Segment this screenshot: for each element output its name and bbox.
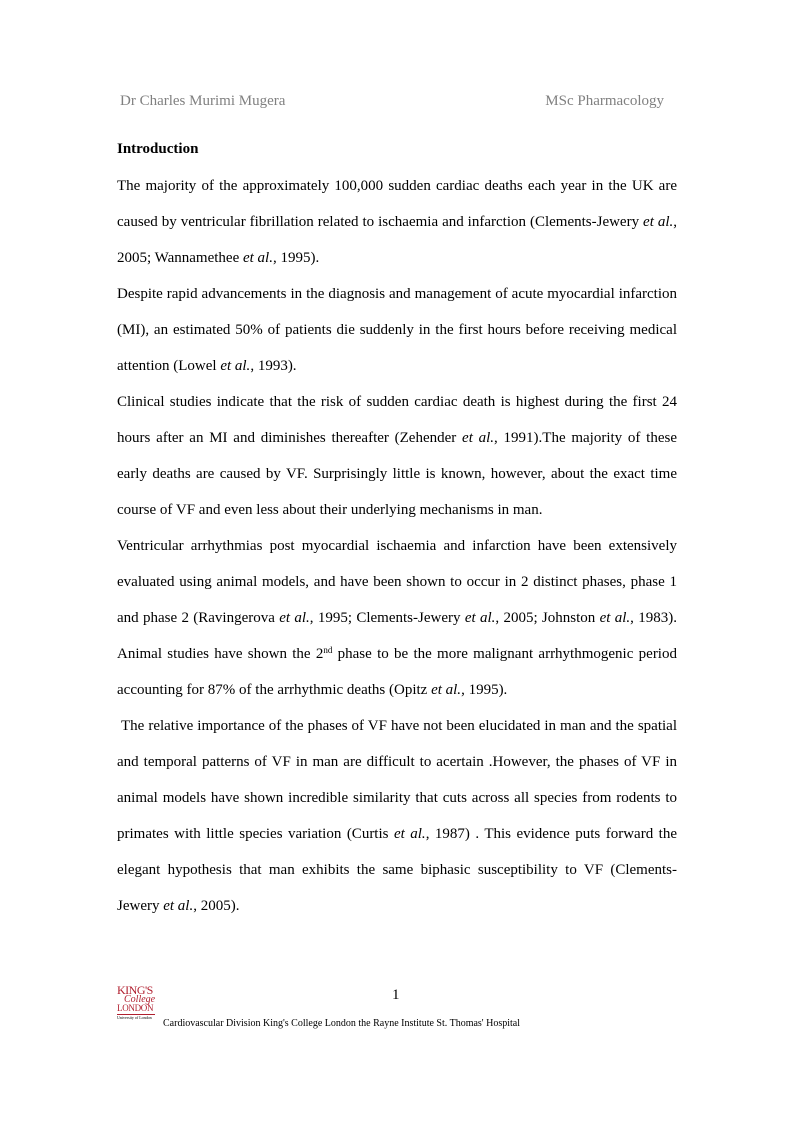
- section-title: Introduction: [117, 141, 199, 157]
- paragraph-5: The relative importance of the phases of VF have not been elucidated in man and the spatial and temporal patterns of VF in man are difficult to acertain .However, the phases of VF in animal models have shown incredible similarity that cuts across all species from rodents to primates with little species variation (Curtis et al., 1987) . This evidence puts forward the elegant hypothesis that man exhibits the same biphasic susceptibility to VF (Clements-Jewery et al., 2005).: [117, 718, 678, 914]
- paragraph-4: Ventricular arrhythmias post myocardial ischaemia and infarction have been extensively evaluated using animal models, and have been shown to occur in 2 distinct phases, phase 1 and phase 2 (Ravingerova et al., 1995; Clements-Jewery et al., 2005; Johnston et al., 1983). Animal studies have shown the 2nd phase to be the more malignant arrhythmogenic period accounting for 87% of the arrhythmic deaths (Opitz et al., 1995).: [117, 538, 677, 698]
- kings-college-logo: KING'S College LONDON University of London: [117, 983, 156, 1020]
- paragraph-3: Clinical studies indicate that the risk of sudden cardiac death is highest during the first 24 hours after an MI and diminishes thereafter (Zehender et al., 1991).The majority of these early deaths are caused by VF. Surprisingly little is known, however, about the exact time course of VF and even less about their underlying mechanisms in man.: [117, 394, 677, 518]
- document-body: [117, 168, 677, 924]
- header-course: MSc Pharmacology: [545, 93, 664, 109]
- paragraph-1: The majority of the approximately 100,000 sudden cardiac deaths each year in the UK are caused by ventricular fibrillation related to ischaemia and infarction (Clements-Jewery et al., 2005; Wannamethee et al., 1995).: [117, 178, 677, 266]
- footer-text: Cardiovascular Division King's College London the Rayne Institute St. Thomas' Hospital: [163, 1018, 520, 1029]
- header-author: Dr Charles Murimi Mugera: [120, 93, 286, 109]
- paragraph-2: Despite rapid advancements in the diagnosis and management of acute myocardial infarction (MI), an estimated 50% of patients die suddenly in the first hours before receiving medical attention (Lowel et al., 1993).: [117, 286, 677, 374]
- page-number: 1: [392, 987, 400, 1003]
